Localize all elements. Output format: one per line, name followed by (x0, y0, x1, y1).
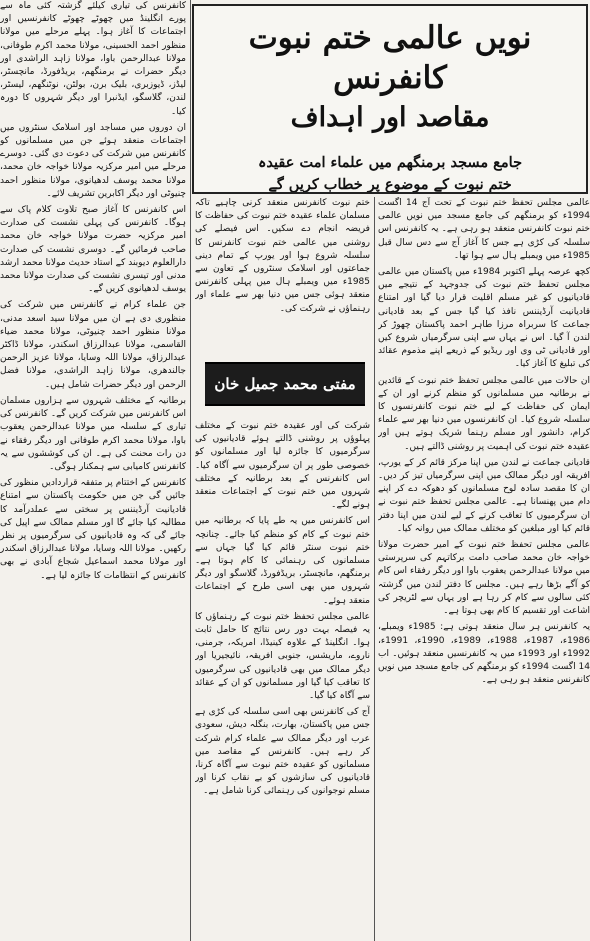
middle-column-top (195, 197, 370, 357)
headline-box (192, 4, 588, 194)
paragraph: قادیانی جماعت نے لندن میں اپنا مرکز قائم کر کے یورپ، افریقہ اور دیگر ممالک میں اپنی سرگرمیاں تیز کر دیں۔ ان کا مقصد سادہ لوح مسلمانوں کو دھوکہ دے کر اپنے دام میں پھنسانا ہے۔ عالمی مجلس تحفظ ختم نبوت نے ان سرگرمیوں کا تعاقب کرنے کے لیے لندن میں اپنا دفتر قائم کیا اور مبلغین کو مختلف ممالک میں روانہ کیا۔ (378, 457, 590, 534)
middle-column-bottom (195, 420, 370, 941)
paragraph: یہ کانفرنس ہر سال منعقد ہوتی ہے: 1985ء ویمبلے، 1986ء، 1987ء، 1988ء، 1989ء، 1990ء، 1991ء، 1992ء اور 1993ء میں یہ کانفرنسیں منعقد ہوئیں۔ اب 14 اگست 1994ء کو برمنگھم کی جامع مسجد میں نویں کانفرنس منعقد ہو رہی ہے۔ (378, 622, 590, 686)
author-byline: مفتی محمد جمیل خان (205, 362, 365, 406)
paragraph: برطانیہ کے مختلف شہروں سے ہزاروں مسلمان اس کانفرنس میں شرکت کریں گے۔ کانفرنس کی تیاری کے سلسلہ میں مولانا عبدالرحمن یعقوب باوا، مولانا محمد اکرم طوفانی اور دیگر رفقاء نے دن رات محنت کی ہے۔ ان کی کوششوں سے یہ کانفرنس کامیابی سے ہمکنار ہوگی۔ (0, 395, 186, 472)
paragraph: اس کانفرنس میں یہ طے پایا کہ برطانیہ میں ختم نبوت کے کام کو منظم کیا جائے۔ چنانچہ ختم نبوت سنٹر قائم کیا گیا جہاں سے مسلمانوں کی رہنمائی کا کام ہوتا ہے۔ برمنگھم، مانچسٹر، بریڈفورڈ، گلاسگو اور دیگر شہروں میں بھی اسی طرح کے اجتماعات منعقد ہوئے۔ (195, 516, 370, 606)
paragraph: عالمی مجلس تحفظ ختم نبوت کے تحت آج 14 اگست 1994ء کو برمنگھم کی جامع مسجد میں نویں عالمی ختم نبوت کانفرنس منعقد ہو رہی ہے۔ یہ کانفرنس اس سلسلہ کی کڑی ہے جس کا آغاز آج سے دس سال قبل 1985ء میں ویمبلے ہال سے ہوا تھا۔ (378, 198, 590, 261)
headline-subtitle: مقاصد اور اہداف (290, 102, 490, 133)
headline-deck-line-1: جامع مسجد برمنگھم میں علماء امت عقیدہ (257, 154, 523, 171)
right-column (378, 197, 590, 941)
headline-deck-line-2: ختم نبوت کے موضوع پر خطاب کریں گے (268, 176, 512, 193)
paragraph: ختم نبوت کانفرنس منعقد کرنی چاہیے تاکہ مسلمان علماء عقیدہ ختم نبوت کی حفاظت کا فریضہ انجام دے سکیں۔ اس فیصلے کی روشنی میں عالمی ختم نبوت کانفرنس کا سلسلہ شروع ہوا اور یورپ کے تمام دینی جماعتوں اور اسلامک سنٹروں کے تعاون سے 1985ء میں ویمبلے ہال میں پہلی کانفرنس منعقد ہوئی جس میں دنیا بھر سے علماء اور رہنماؤں نے شرکت کی۔ (195, 198, 370, 314)
paragraph: کچھ عرصہ پہلے اکتوبر 1984ء میں پاکستان میں عالمی مجلس تحفظ ختم نبوت کی جدوجہد کے نتیجے میں قادیانیوں کو غیر مسلم اقلیت قرار دیا گیا اور امتناع قادیانیت آرڈیننس نافذ کیا گیا جس کے بعد قادیانی جماعت کا سربراہ مرزا طاہر احمد پاکستان چھوڑ کر لندن آ گیا۔ اس نے یہاں سے اپنی سرگرمیاں شروع کیں اور قادیانی ٹی وی اور ریڈیو کے ذریعے اپنے مذموم عقائد کی تبلیغ کا آغاز کیا۔ (378, 267, 590, 370)
paragraph: اس کانفرنس کا آغاز صبح تلاوت کلام پاک سے ہوگا۔ کانفرنس کی پہلی نشست کی صدارت امیر مرکزیہ حضرت مولانا خواجہ خان محمد صاحب فرمائیں گے۔ دوسری نشست کی صدارت دارالعلوم دیوبند کے استاد حدیث مولانا محمد ارشد مدنی اور تیسری نشست کی صدارت مولانا محمد یوسف لدھیانوی کریں گے۔ (0, 205, 186, 295)
column-divider (190, 0, 191, 941)
headline-title: نویں عالمی ختم نبوت کانفرنس (248, 20, 532, 96)
paragraph: کانفرنس کے اختتام پر متفقہ قراردادیں منظور کی جائیں گی جن میں حکومت پاکستان سے امتناع قادیانیت آرڈیننس پر سختی سے عملدرآمد کا مطالبہ کیا جائے گا اور مسلم ممالک سے اپیل کی جائے گی کہ وہ قادیانیوں کی سرگرمیوں پر نظر رکھیں۔ مولانا اللہ وسایا، مولانا عبدالرزاق اسکندر اور مولانا محمد اسماعیل شجاع آبادی نے بھی کانفرنس کے انتظامات کا جائزہ لیا ہے۔ (0, 478, 186, 581)
paragraph: شرکت کی اور عقیدہ ختم نبوت کے مختلف پہلوؤں پر روشنی ڈالتے ہوئے قادیانیوں کی سرگرمیوں کا جائزہ لیا اور مسلمانوں کو خصوصی طور پر ان سرگرمیوں سے آگاہ کیا۔ اس کانفرنس کے بعد برطانیہ کے مختلف شہروں میں ختم نبوت کے اجتماعات منعقد ہونے لگے۔ (195, 421, 370, 511)
paragraph: کانفرنس کی تیاری کیلئے گزشتہ کئی ماہ سے پورے انگلینڈ میں چھوٹے چھوٹے کانفرنسیں اور اجتماعات کا آغاز ہوا۔ پہلے مرحلے میں مولانا منظور احمد الحسینی، مولانا محمد اکرم طوفانی، مولانا عبدالرحمن باوا، مولانا زاہد الراشدی اور دیگر حضرات نے برمنگھم، بریڈفورڈ، مانچسٹر، لیڈز، ڈیوزبری، بلیک برن، بولٹن، نوٹنگھم، لیسٹر، لندن، گلاسگو، ایڈنبرا اور دیگر شہروں کا دورہ کیا۔ (0, 1, 186, 117)
paragraph: عالمی مجلس تحفظ ختم نبوت کے رہنماؤں کا یہ فیصلہ بہت دور رس نتائج کا حامل ثابت ہوا۔ انگلینڈ کے علاوہ کینیڈا، امریکہ، جرمنی، ناروے، ماریشس، جنوبی افریقہ، نائیجیریا اور دیگر ممالک میں بھی قادیانیوں کی سرگرمیوں کا تعاقب کیا گیا اور مسلمانوں کو ان کے عقائد سے آگاہ کیا گیا۔ (195, 611, 370, 702)
paragraph: ان دوروں میں مساجد اور اسلامک سنٹروں میں اجتماعات منعقد ہوئے جن میں مسلمانوں کو کانفرنس میں شرکت کی دعوت دی گئی۔ دوسرے مرحلے میں امیر مرکزیہ مولانا خواجہ خان محمد، مولانا محمد یوسف لدھیانوی، مولانا منظور احمد چنیوٹی اور دیگر اکابرین تشریف لائے۔ (0, 122, 186, 199)
paragraph: عالمی مجلس تحفظ ختم نبوت کے امیر حضرت مولانا خواجہ خان محمد صاحب دامت برکاتہم کی سرپرستی میں مولانا عبدالرحمن یعقوب باوا اور دیگر رفقاء اس کام کو آگے بڑھا رہے ہیں۔ مجلس کا دفتر لندن میں گزشتہ کئی سالوں سے کام کر رہا ہے اور یہاں سے لٹریچر کی اشاعت اور تقسیم کا کام بھی ہوتا ہے۔ (378, 540, 590, 617)
left-column (0, 0, 186, 941)
paragraph: جن علماء کرام نے کانفرنس میں شرکت کی منظوری دی ہے ان میں مولانا سید اسعد مدنی، مولانا منظور احمد چنیوٹی، مولانا محمد ضیاء القاسمی، مولانا عبدالرزاق اسکندر، مولانا ڈاکٹر عبدالرزاق، مولانا اللہ وسایا، مولانا عزیز الرحمن جالندھری، مولانا زاہد الراشدی، مولانا فضل الرحمن اور دیگر حضرات شامل ہیں۔ (0, 300, 186, 390)
paragraph: ان حالات میں عالمی مجلس تحفظ ختم نبوت کے قائدین نے برطانیہ میں مسلمانوں کو منظم کرنے اور ان کے ایمان کی حفاظت کے لیے ختم نبوت کانفرنسوں کا سلسلہ شروع کیا۔ ان کانفرنسوں میں دنیا بھر سے علماء کرام، دانشور اور مسلم رہنما شریک ہوتے ہیں اور عقیدہ ختم نبوت کی اہمیت پر روشنی ڈالتے ہیں۔ (378, 375, 590, 452)
column-divider (374, 197, 375, 941)
paragraph: آج کی کانفرنس بھی اسی سلسلہ کی کڑی ہے جس میں پاکستان، بھارت، بنگلہ دیش، سعودی عرب اور دیگر ممالک سے علماء کرام شرکت کر رہے ہیں۔ کانفرنس کے مقاصد میں مسلمانوں کو عقیدہ ختم نبوت سے آگاہ کرنا، قادیانیوں کی سازشوں کو بے نقاب کرنا اور مسلم نوجوانوں کی رہنمائی کرنا شامل ہے۔ (195, 707, 370, 797)
